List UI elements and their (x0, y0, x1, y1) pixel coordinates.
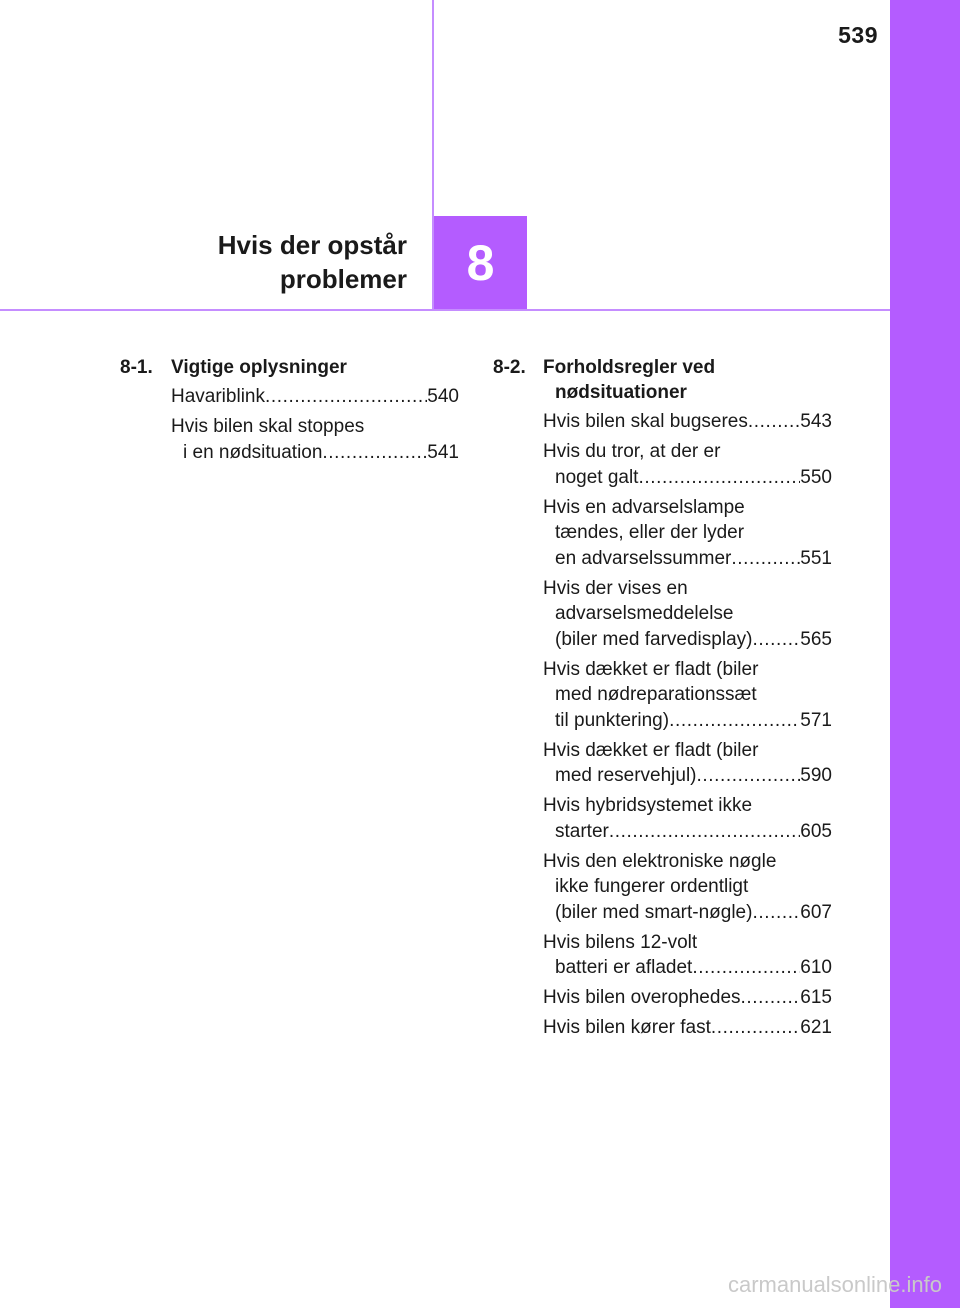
section-title-line: Forholdsregler ved (543, 357, 716, 378)
toc-entry[interactable] (543, 985, 832, 1011)
chapter-title (218, 228, 407, 296)
toc-entry-text: starter (555, 820, 609, 842)
section-number: 8-2. (493, 357, 526, 378)
toc-entry-text: en advarselssummer (555, 547, 732, 569)
toc-page-number: 621 (800, 1017, 832, 1038)
toc-entry[interactable] (543, 849, 832, 926)
toc-leader-dots (692, 955, 800, 981)
toc-entry-line (543, 1015, 832, 1041)
chapter-title-line: Hvis der opstår (217, 230, 407, 260)
toc-leader-dots (638, 465, 800, 491)
horizontal-divider (0, 309, 890, 311)
toc-entry-line: Hvis en advarselslampe (543, 496, 745, 518)
toc-entry-line: Hvis dækket er fladt (biler (543, 658, 759, 680)
toc-page-number: 571 (800, 709, 832, 731)
toc-entry-text: Havariblink (171, 386, 265, 407)
toc-entry-text: Hvis bilen skal bugseres (543, 411, 748, 432)
chapter-number-badge: 8 (434, 216, 527, 309)
toc-entry-line: Hvis du tror, at der er (543, 441, 721, 462)
toc-entry-text: til punktering) (555, 709, 670, 731)
toc-page-number: 543 (800, 411, 832, 432)
toc-leader-dots (731, 546, 800, 572)
toc-entry[interactable] (543, 793, 832, 844)
toc-entry-line (543, 955, 832, 981)
toc-page-number: 565 (800, 628, 832, 650)
toc-page-number: 550 (800, 466, 832, 488)
toc-page-number: 541 (427, 441, 459, 463)
toc-page-number: 605 (800, 820, 832, 842)
toc-entry-line: Hvis hybridsystemet ikke (543, 795, 753, 816)
toc-entry-line (171, 440, 459, 466)
toc-leader-dots (752, 900, 800, 926)
toc-leader-dots (748, 409, 800, 435)
toc-entry-line (543, 409, 832, 435)
toc-leader-dots (711, 1015, 800, 1041)
toc-entry[interactable] (543, 738, 832, 789)
toc-leader-dots (752, 627, 800, 653)
toc-entry-line (543, 900, 832, 926)
toc-entry-line: Hvis der vises en (543, 577, 688, 599)
toc-page-number: 610 (800, 957, 832, 978)
toc-entry[interactable] (543, 1015, 832, 1041)
section-title (543, 355, 715, 405)
toc-leader-dots (265, 384, 427, 410)
toc-entry-text: med reservehjul) (555, 765, 697, 786)
page-number: 539 (838, 22, 878, 48)
toc-entry-line (543, 465, 832, 491)
toc-entry-text: Hvis bilen overophedes (543, 987, 741, 1008)
toc-entry-line (543, 708, 832, 734)
toc-page-number: 540 (427, 386, 459, 407)
chapter-title-line: problemer (279, 264, 407, 294)
toc-entry-line (543, 546, 832, 572)
toc-leader-dots (741, 985, 801, 1011)
toc-page-number: 590 (800, 765, 832, 786)
toc-entry-line: med nødreparationssæt (555, 684, 757, 705)
section-title-line: nødsituationer (555, 382, 687, 403)
toc-entry-line: advarselsmeddelelse (555, 603, 734, 624)
toc-list (543, 409, 832, 1045)
section-number: 8-1. (120, 357, 153, 378)
toc-entry-text: (biler med farvedisplay) (555, 628, 753, 650)
chapter-side-tab (890, 0, 960, 1308)
toc-entry-line: tændes, eller der lyder (555, 522, 745, 543)
toc-entry[interactable] (543, 930, 832, 981)
toc-leader-dots (322, 440, 427, 466)
toc-entry[interactable] (543, 495, 832, 572)
toc-entry-line (543, 819, 832, 845)
toc-entry-text: batteri er afladet (555, 957, 693, 978)
toc-entry[interactable] (543, 657, 832, 734)
toc-page-number: 607 (800, 901, 832, 923)
toc-leader-dots (697, 763, 801, 789)
toc-entry[interactable] (171, 384, 459, 410)
watermark: carmanualsonline.info (727, 1272, 942, 1297)
toc-page-number: 551 (800, 547, 832, 569)
toc-leader-dots (609, 819, 800, 845)
toc-entry-text: i en nødsituation (183, 441, 323, 463)
section-title (171, 355, 347, 380)
toc-entry-line: Hvis bilen skal stoppes (171, 416, 365, 437)
toc-entry[interactable] (543, 576, 832, 653)
toc-entry[interactable] (171, 414, 459, 465)
toc-entry-line (543, 985, 832, 1011)
toc-entry-line: Hvis bilens 12-volt (543, 931, 698, 953)
toc-entry-line (543, 627, 832, 653)
toc-list (171, 384, 459, 470)
toc-entry-text: noget galt (555, 466, 639, 488)
toc-entry-line: Hvis dækket er fladt (biler (543, 739, 759, 761)
toc-page-number: 615 (800, 987, 832, 1008)
toc-entry-line (171, 384, 459, 410)
toc-entry-line: Hvis den elektroniske nøgle (543, 850, 777, 872)
toc-entry-text: (biler med smart-nøgle) (555, 901, 753, 923)
toc-entry-line (543, 763, 832, 789)
toc-entry-text: Hvis bilen kører fast (543, 1017, 711, 1038)
toc-leader-dots (669, 708, 800, 734)
toc-entry-line: ikke fungerer ordentligt (555, 876, 749, 897)
toc-entry[interactable] (543, 439, 832, 490)
toc-entry[interactable] (543, 409, 832, 435)
section-title-line: Vigtige oplysninger (171, 357, 347, 378)
